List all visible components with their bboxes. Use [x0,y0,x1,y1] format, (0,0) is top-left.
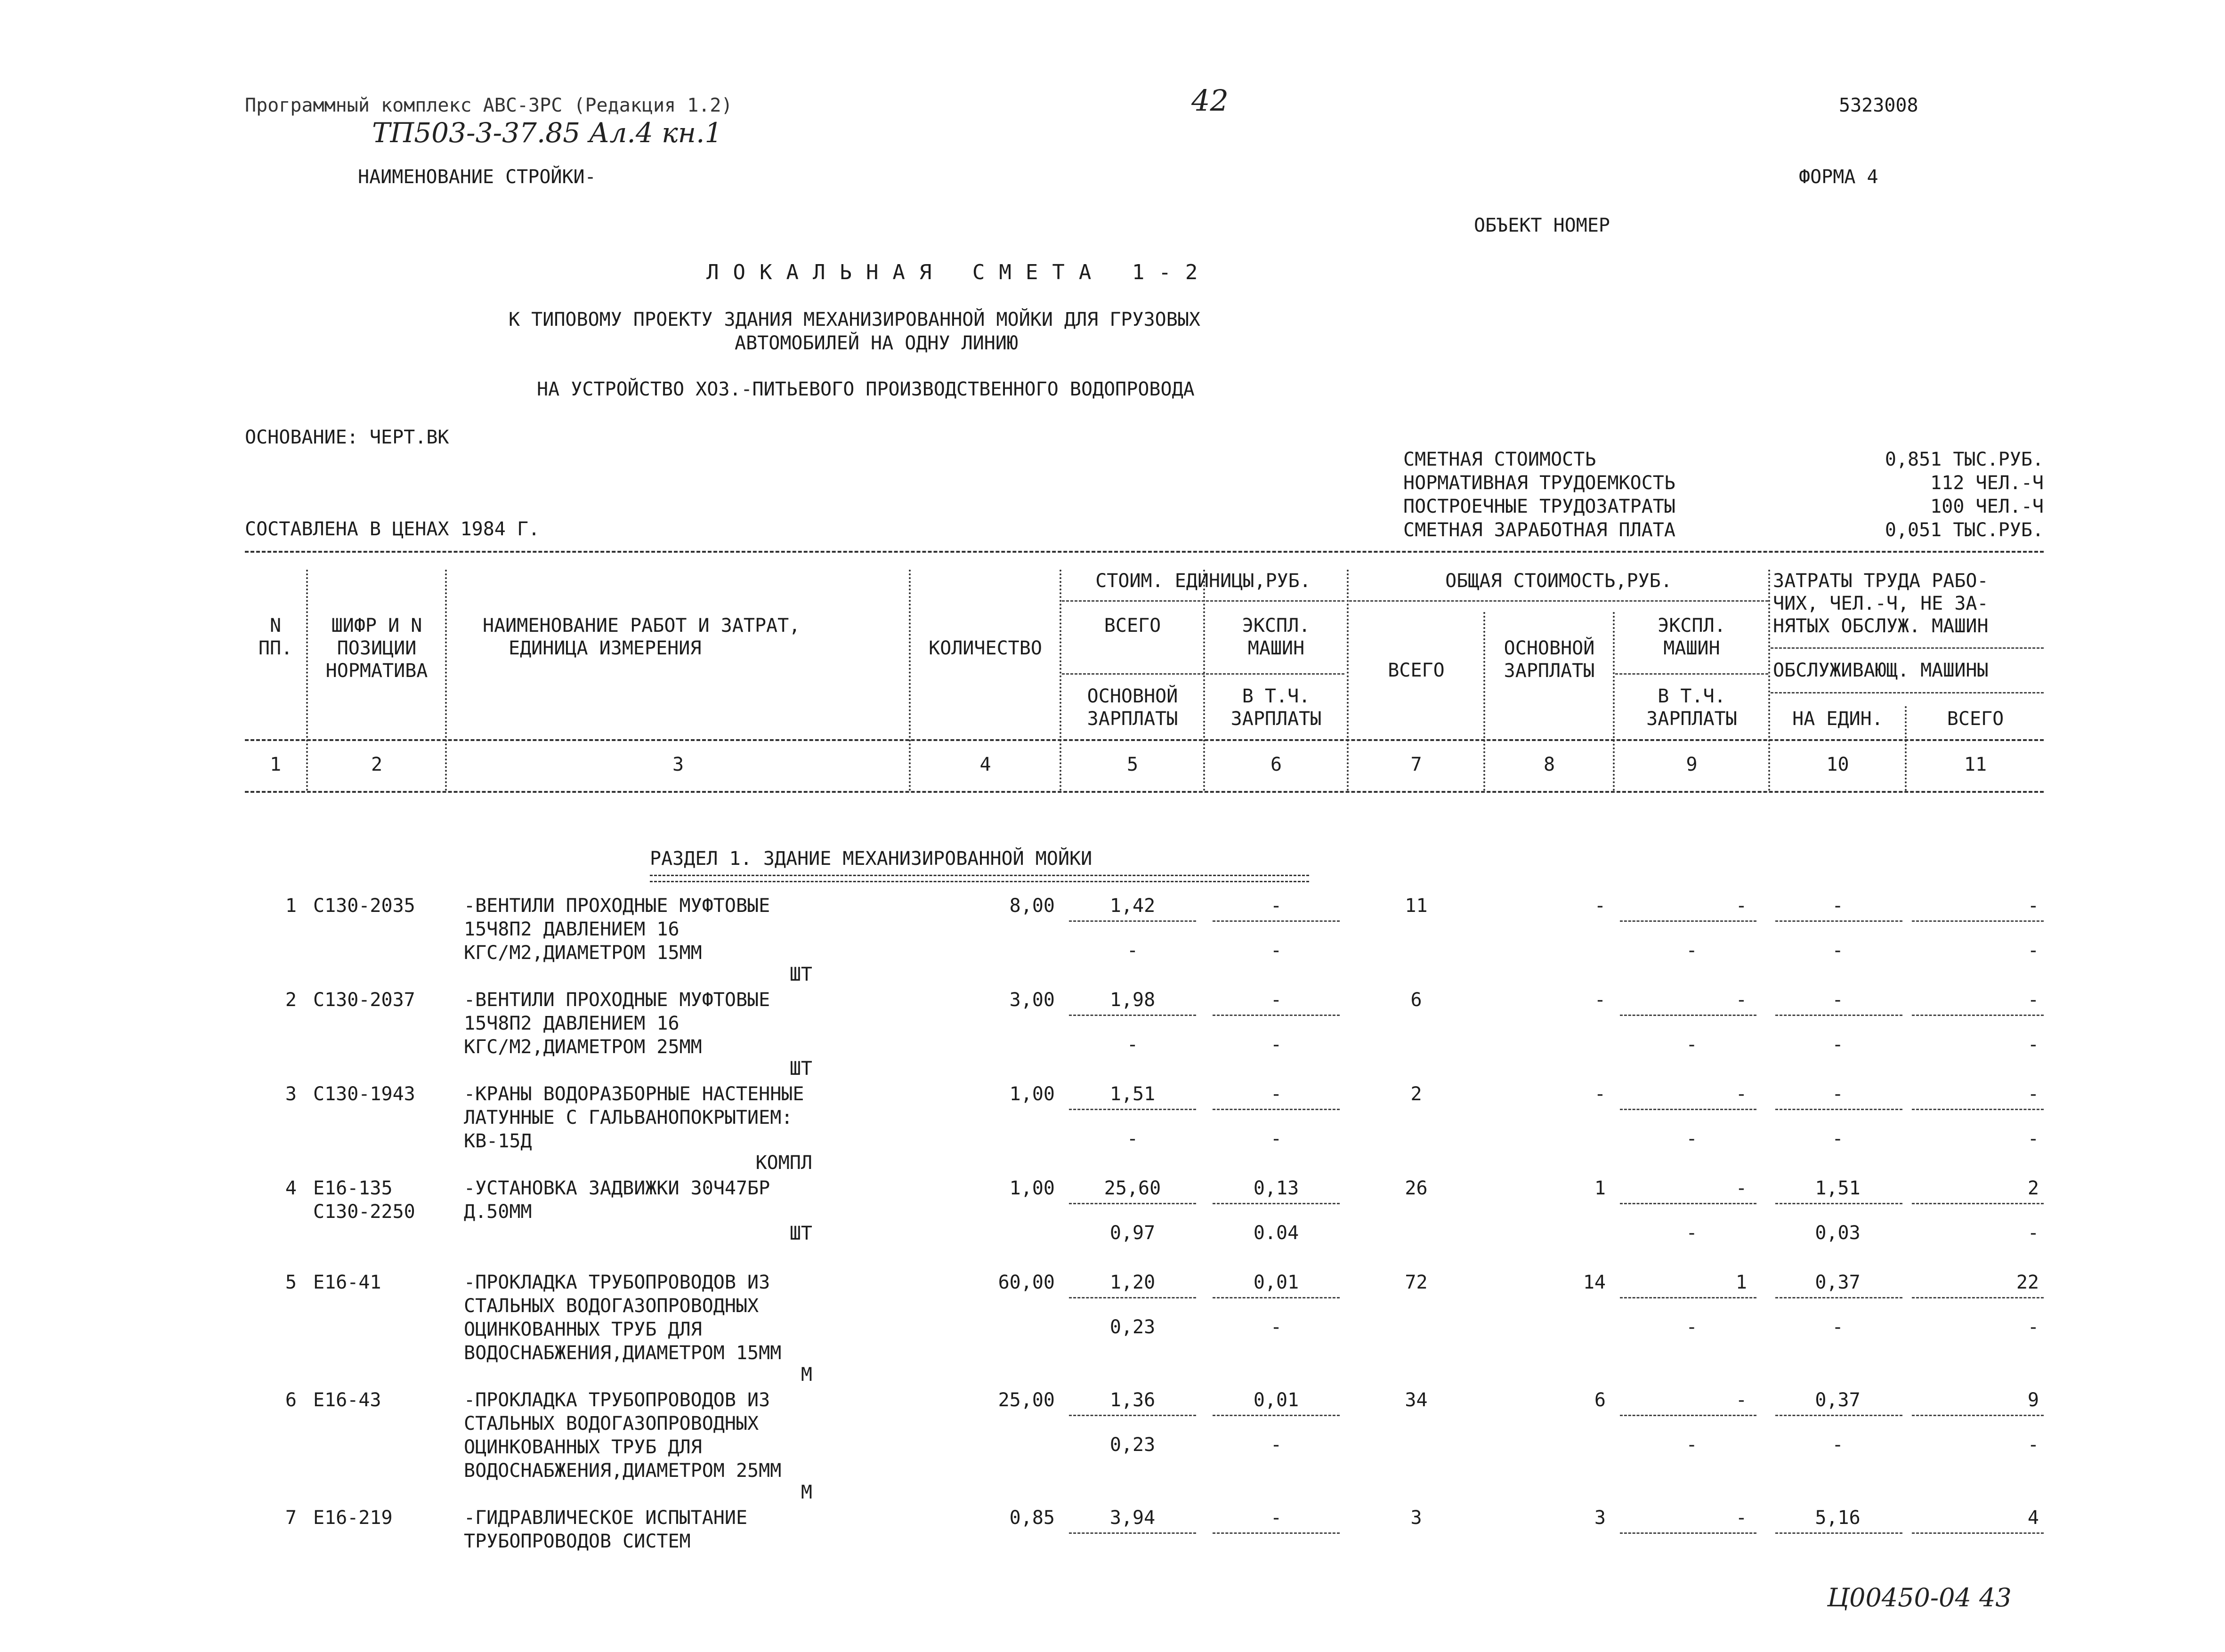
cell-labor-unit: 5,16 [1815,1507,1861,1529]
purpose-line: НА УСТРОЙСТВО ХОЗ.-ПИТЬЕВОГО ПРОИЗВОДСТВЕННОГО ВОДОПРОВОДА [537,379,1195,400]
cell-unit-incl: - [1270,1434,1282,1456]
header-col-code: ПОЗИЦИИ [337,637,417,659]
cell-unit-wage: 0,97 [1109,1222,1156,1244]
cell-total: 11 [1405,895,1428,917]
cell-total-incl: - [1686,1316,1698,1338]
row-name-line: ВОДОСНАБЖЕНИЯ,ДИАМЕТРОМ 15ММ [464,1342,782,1364]
cell-divider [1620,1109,1756,1110]
header-col-code: ШИФР И N [331,615,422,637]
cell-divider [1620,1415,1756,1416]
cell-divider [1912,1532,2044,1534]
row-code: С130-1943 [313,1083,415,1105]
row-unit: М [801,1482,812,1503]
cell-divider [1069,1203,1196,1204]
row-name-line: 15Ч8П2 ДАВЛЕНИЕМ 16 [464,1013,680,1034]
cell-labor-service-total: - [2027,1434,2039,1456]
row-name-line: -ПРОКЛАДКА ТРУБОПРОВОДОВ ИЗ [464,1272,770,1293]
col-separator [1613,612,1615,791]
header-unit-machine: МАШИН [1247,637,1305,659]
header-unit-incl: В Т.Ч. [1242,685,1311,707]
cell-total-incl: - [1686,1034,1698,1056]
cell-divider [1620,1015,1756,1016]
cell-labor-total: 2 [2027,1177,2039,1199]
row-quantity: 0,85 [1009,1507,1055,1529]
header-rule [1771,692,2044,693]
cell-divider [1213,1415,1340,1416]
cell-total: 34 [1405,1389,1428,1411]
header-col-n: ПП. [258,637,293,659]
cell-total-machine: - [1735,1389,1747,1411]
row-number: 3 [285,1083,297,1105]
summary-label: ПОСТРОЕЧНЫЕ ТРУДОЗАТРАТЫ [1403,496,1675,517]
column-number: 3 [672,754,684,775]
row-code: Е16-135 [313,1177,393,1199]
cell-unit-total: 1,36 [1109,1389,1156,1411]
row-code: Е16-43 [313,1389,381,1411]
row-name-line: СТАЛЬНЫХ ВОДОГАЗОПРОВОДНЫХ [464,1295,759,1317]
row-name-line: 15Ч8П2 ДАВЛЕНИЕМ 16 [464,919,680,940]
cell-unit-wage: 0,23 [1109,1434,1156,1456]
column-number: 10 [1826,754,1849,775]
col-separator [1060,570,1061,791]
row-quantity: 3,00 [1009,989,1055,1011]
cell-unit-wage: - [1126,940,1139,961]
cell-unit-incl: 0.04 [1253,1222,1299,1244]
document-code: 5323008 [1839,95,1918,116]
section-underline [650,875,1309,882]
col-separator [306,570,308,791]
header-rule [1615,673,1768,675]
cell-divider [1069,920,1196,922]
cell-divider [1775,920,1902,922]
header-rule [1771,647,2044,649]
header-labor-total: ВСЕГО [1947,708,2004,730]
footer-handwritten-note: Ц00450-04 43 [1827,1583,2012,1612]
cell-labor-total: 22 [2016,1272,2039,1293]
row-quantity: 1,00 [1009,1083,1055,1105]
section-title: РАЗДЕЛ 1. ЗДАНИЕ МЕХАНИЗИРОВАННОЙ МОЙКИ [650,848,1092,870]
cell-labor-service: - [1832,1034,1844,1056]
cell-divider [1213,920,1340,922]
header-total-all: ВСЕГО [1388,660,1445,681]
cell-labor-service: - [1832,1434,1844,1456]
header-unit-wage: ЗАРПЛАТЫ [1087,708,1178,730]
header-total-wage: ЗАРПЛАТЫ [1504,660,1595,682]
row-unit: ШТ [789,1058,812,1080]
document-title: ЛОКАЛЬНАЯ СМЕТА 1-2 [706,260,1212,284]
header-total-wage: ОСНОВНОЙ [1504,637,1595,659]
summary-value: 0,051 ТЫС.РУБ. [1885,519,2044,541]
cell-unit-wage: 0,23 [1109,1316,1156,1338]
header-total-machine: ЭКСПЛ. [1658,615,1726,637]
cell-total-incl: - [1686,940,1698,961]
header-divider [245,739,2044,741]
column-number: 8 [1543,754,1555,775]
cell-labor-unit: - [1832,989,1844,1011]
cell-divider [1213,1109,1340,1110]
cell-total: 26 [1405,1177,1428,1199]
row-quantity: 8,00 [1009,895,1055,917]
cell-divider [1069,1415,1196,1416]
cell-total-machine: - [1735,1083,1747,1105]
prices-label: СОСТАВЛЕНА В ЦЕНАХ 1984 Г. [245,518,540,540]
cell-labor-unit: 0,37 [1815,1272,1861,1293]
row-unit: М [801,1364,812,1386]
software-label: Программный комплекс АВС-3РС (Редакция 1.2) [245,95,733,116]
cell-unit-machine: 0,01 [1253,1389,1299,1411]
row-code: Е16-219 [313,1507,393,1529]
column-number: 2 [371,754,383,775]
column-number: 11 [1964,754,1987,775]
row-name-line: ОЦИНКОВАННЫХ ТРУБ ДЛЯ [464,1319,702,1340]
row-name-line: ЛАТУННЫЕ С ГАЛЬВАНОПОКРЫТИЕМ: [464,1107,793,1128]
row-name-line: ВОДОСНАБЖЕНИЯ,ДИАМЕТРОМ 25ММ [464,1460,782,1482]
cell-total-incl: - [1686,1434,1698,1456]
cell-divider [1213,1297,1340,1298]
cell-divider [1620,920,1756,922]
row-name-line: -ПРОКЛАДКА ТРУБОПРОВОДОВ ИЗ [464,1389,770,1411]
cell-total: 2 [1410,1083,1422,1105]
cell-unit-total: 25,60 [1104,1177,1161,1199]
cell-unit-machine: - [1270,1507,1282,1529]
cell-labor-service-total: - [2027,1034,2039,1056]
column-number: 5 [1126,754,1139,775]
cell-labor-unit: 0,37 [1815,1389,1861,1411]
row-name-line: СТАЛЬНЫХ ВОДОГАЗОПРОВОДНЫХ [464,1413,759,1434]
row-quantity: 1,00 [1009,1177,1055,1199]
cell-total: 72 [1405,1272,1428,1293]
construction-name: НАИМЕНОВАНИЕ СТРОЙКИ- [358,166,596,188]
cell-labor-total: - [2027,895,2039,917]
cell-labor-total: 9 [2027,1389,2039,1411]
cell-labor-total: 4 [2027,1507,2039,1529]
header-labor: ЧИХ, ЧЕЛ.-Ч, НЕ ЗА- [1773,593,1989,614]
row-number: 5 [285,1272,297,1293]
handwritten-project-ref: ТП503-3-37.85 Ал.4 кн.1 [372,117,722,149]
cell-total: 3 [1410,1507,1422,1529]
cell-labor-service-total: - [2027,1222,2039,1244]
cell-divider [1775,1415,1902,1416]
header-labor: НЯТЫХ ОБСЛУЖ. МАШИН [1773,615,1989,637]
col-separator [1905,706,1907,791]
header-rule [1062,600,1344,602]
cell-total-wage: 1 [1594,1177,1606,1199]
column-number: 9 [1686,754,1698,775]
cell-total-machine: - [1735,895,1747,917]
header-total-cost: ОБЩАЯ СТОИМОСТЬ,РУБ. [1445,570,1672,592]
cell-divider [1912,1015,2044,1016]
row-number: 1 [285,895,297,917]
column-number: 1 [269,754,282,775]
cell-unit-machine: - [1270,895,1282,917]
cell-total: 6 [1410,989,1422,1011]
cell-labor-service-total: - [2027,1128,2039,1150]
cell-unit-wage: - [1126,1128,1139,1150]
row-number: 2 [285,989,297,1011]
cell-unit-total: 1,42 [1109,895,1156,917]
cell-divider [1775,1109,1902,1110]
cell-labor-total: - [2027,1083,2039,1105]
cell-divider [1775,1203,1902,1204]
header-unit-total: ВСЕГО [1104,615,1161,637]
cell-unit-total: 3,94 [1109,1507,1156,1529]
header-labor: ЗАТРАТЫ ТРУДА РАБО- [1773,570,1989,592]
summary-value: 100 ЧЕЛ.-Ч [1930,496,2044,517]
cell-total-incl: - [1686,1222,1698,1244]
cell-total-wage: - [1594,1083,1606,1105]
row-number: 6 [285,1389,297,1411]
cell-total-wage: 14 [1583,1272,1606,1293]
table-top-rule [245,551,2044,553]
cell-divider [1775,1297,1902,1298]
header-col-name: ЕДИНИЦА ИЗМЕРЕНИЯ [509,637,702,659]
cell-total-wage: 3 [1594,1507,1606,1529]
row-name-line: -ГИДРАВЛИЧЕСКОЕ ИСПЫТАНИЕ [464,1507,748,1529]
cell-total-wage: - [1594,989,1606,1011]
cell-divider [1775,1532,1902,1534]
header-unit-incl: ЗАРПЛАТЫ [1230,708,1322,730]
row-code-secondary: С130-2250 [313,1201,415,1223]
col-separator [909,570,911,791]
cell-unit-incl: - [1270,1316,1282,1338]
header-col-n: N [269,615,282,637]
cell-labor-service: 0,03 [1815,1222,1861,1244]
cell-divider [1069,1015,1196,1016]
cell-divider [1912,1297,2044,1298]
row-name-line: КВ-15Д [464,1130,532,1152]
cell-labor-unit: 1,51 [1815,1177,1861,1199]
row-name-line: КГС/М2,ДИАМЕТРОМ 25ММ [464,1036,702,1058]
cell-divider [1620,1203,1756,1204]
cell-total-machine: - [1735,989,1747,1011]
cell-divider [1912,1109,2044,1110]
cell-divider [1912,920,2044,922]
row-number: 7 [285,1507,297,1529]
cell-divider [1213,1203,1340,1204]
header-col-quantity: КОЛИЧЕСТВО [929,637,1042,659]
summary-label: НОРМАТИВНАЯ ТРУДОЕМКОСТЬ [1403,472,1675,494]
cell-unit-total: 1,20 [1109,1272,1156,1293]
cell-labor-unit: - [1832,895,1844,917]
header-total-incl: ЗАРПЛАТЫ [1646,708,1737,730]
row-code: С130-2037 [313,989,415,1011]
form-label: ФОРМА 4 [1799,166,1878,188]
cell-unit-incl: - [1270,1034,1282,1056]
cell-unit-wage: - [1126,1034,1139,1056]
cell-total-machine: 1 [1735,1272,1747,1293]
row-name-line: -ВЕНТИЛИ ПРОХОДНЫЕ МУФТОВЫЕ [464,989,770,1011]
row-quantity: 60,00 [998,1272,1055,1293]
cell-divider [1620,1297,1756,1298]
column-number: 6 [1270,754,1282,775]
header-labor-unit: НА ЕДИН. [1792,708,1883,730]
header-rule [1062,673,1344,675]
col-separator [1483,612,1485,791]
cell-divider [1912,1203,2044,1204]
header-unit-machine: ЭКСПЛ. [1242,615,1311,637]
row-name-line: Д.50ММ [464,1201,532,1223]
row-code: Е16-41 [313,1272,381,1293]
cell-unit-machine: - [1270,989,1282,1011]
subtitle-line-1: К ТИПОВОМУ ПРОЕКТУ ЗДАНИЯ МЕХАНИЗИРОВАННОЙ МОЙКИ ДЛЯ ГРУЗОВЫХ [509,309,1201,330]
cell-divider [1069,1297,1196,1298]
header-col-code: НОРМАТИВА [325,660,428,682]
row-unit: КОМПЛ [755,1152,812,1174]
cell-total-wage: - [1594,895,1606,917]
header-unit-wage: ОСНОВНОЙ [1087,685,1178,707]
row-name-line: КГС/М2,ДИАМЕТРОМ 15ММ [464,942,702,964]
header-rule [1349,600,1768,602]
summary-value: 112 ЧЕЛ.-Ч [1930,472,2044,494]
cell-labor-service-total: - [2027,940,2039,961]
cell-divider [1775,1015,1902,1016]
cell-total-wage: 6 [1594,1389,1606,1411]
row-name-line: ТРУБОПРОВОДОВ СИСТЕМ [464,1531,691,1552]
row-unit: ШТ [789,964,812,985]
header-unit-cost: СТОИМ. ЕДИНИЦЫ,РУБ. [1095,570,1311,592]
cell-unit-incl: - [1270,940,1282,961]
row-name-line: ОЦИНКОВАННЫХ ТРУБ ДЛЯ [464,1436,702,1458]
column-number: 7 [1410,754,1422,775]
cell-unit-total: 1,51 [1109,1083,1156,1105]
row-name-line: -УСТАНОВКА ЗАДВИЖКИ 30Ч47БР [464,1177,770,1199]
header-total-incl: В Т.Ч. [1658,685,1726,707]
row-quantity: 25,00 [998,1389,1055,1411]
col-separator [1347,570,1349,791]
cell-divider [1912,1415,2044,1416]
cell-divider [1213,1532,1340,1534]
object-number-label: ОБЪЕКТ НОМЕР [1474,215,1610,236]
summary-label: СМЕТНАЯ ЗАРАБОТНАЯ ПЛАТА [1403,519,1675,541]
col-separator [445,570,447,791]
cell-labor-service: - [1832,1316,1844,1338]
row-unit: ШТ [789,1223,812,1244]
cell-labor-service: - [1832,1128,1844,1150]
cell-labor-total: - [2027,989,2039,1011]
cell-labor-service: - [1832,940,1844,961]
header-labor-service: ОБСЛУЖИВАЮЩ. МАШИНЫ [1773,660,1989,681]
row-name-line: -ВЕНТИЛИ ПРОХОДНЫЕ МУФТОВЫЕ [464,895,770,917]
cell-labor-unit: - [1832,1083,1844,1105]
cell-total-machine: - [1735,1507,1747,1529]
cell-unit-machine: - [1270,1083,1282,1105]
header-total-machine: МАШИН [1663,637,1720,659]
cell-divider [1213,1015,1340,1016]
cell-divider [1620,1532,1756,1534]
header-bottom-rule [245,791,2044,793]
col-separator [1768,570,1770,791]
page-number: 42 [1191,83,1229,118]
cell-divider [1069,1532,1196,1534]
basis-label: ОСНОВАНИЕ: ЧЕРТ.ВК [245,427,449,448]
column-number: 4 [979,754,991,775]
cell-unit-machine: 0,01 [1253,1272,1299,1293]
summary-value: 0,851 ТЫС.РУБ. [1885,449,2044,470]
summary-label: СМЕТНАЯ СТОИМОСТЬ [1403,449,1596,470]
cell-total-machine: - [1735,1177,1747,1199]
row-number: 4 [285,1177,297,1199]
cell-unit-total: 1,98 [1109,989,1156,1011]
cell-divider [1069,1109,1196,1110]
subtitle-line-2: АВТОМОБИЛЕЙ НА ОДНУ ЛИНИЮ [735,332,1019,354]
row-code: С130-2035 [313,895,415,917]
cell-total-incl: - [1686,1128,1698,1150]
header-col-name: НАИМЕНОВАНИЕ РАБОТ И ЗАТРАТ, [483,615,801,637]
cell-labor-service-total: - [2027,1316,2039,1338]
cell-unit-machine: 0,13 [1253,1177,1299,1199]
row-name-line: -КРАНЫ ВОДОРАЗБОРНЫЕ НАСТЕННЫЕ [464,1083,804,1105]
col-separator [1203,570,1205,791]
cell-unit-incl: - [1270,1128,1282,1150]
